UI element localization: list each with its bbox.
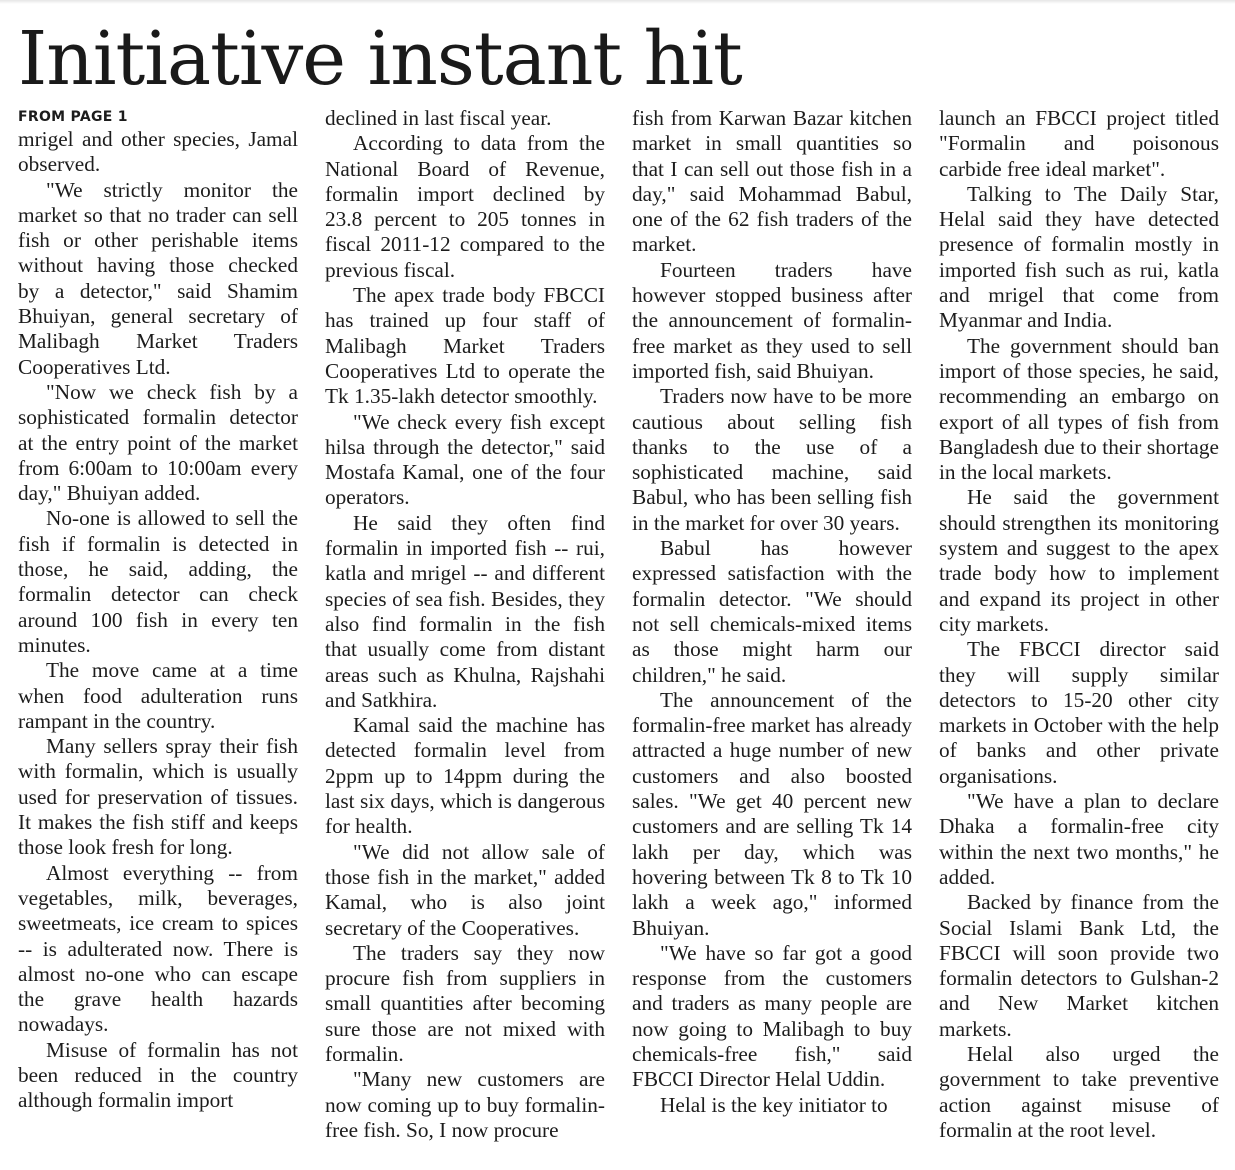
paragraph: The FBCCI director said they will supply similar detectors to 15-20 other city markets in October with the help of banks and other private organisations. (939, 637, 1219, 788)
paragraph: "We check every fish except hilsa through the detector," said Mostafa Kamal, one of the four operators. (325, 409, 605, 510)
paragraph: "We have a plan to declare Dhaka a formalin-free city within the next two months," he added. (939, 789, 1219, 889)
paragraph: "We did not allow sale of those fish in the market," added Kamal, who is also joint secretary of the Cooperatives. (325, 839, 605, 940)
column-2 (325, 106, 605, 1170)
continuation-slug: FROM PAGE 1 (18, 109, 128, 125)
paragraph: "We strictly monitor the market so that no trader can sell fish or other perishable items without having those checked by a detector," said Shamim Bhuiyan, general secretary of Malibagh Market Traders Cooperatives Ltd. (18, 177, 298, 379)
paragraph: launch an FBCCI project titled "Formalin and poisonous carbide free ideal market". (939, 106, 1219, 181)
paragraph: declined in last fiscal year. (325, 106, 552, 130)
paragraph: mrigel and other species, Jamal observed. (18, 127, 298, 177)
headline: Initiative instant hit (18, 16, 742, 102)
column-4 (939, 106, 1219, 1170)
paragraph: Fourteen traders have however stopped business after the announcement of formalin-free market as they used to sell imported fish, said Bhuiyan. (632, 257, 912, 383)
paragraph: No-one is allowed to sell the fish if formalin is detected in those, he said, adding, the formalin detector can check around 100 fish in every ten minutes. (18, 506, 298, 657)
paragraph: The government should ban import of those species, he said, recommending an embargo on export of all types of fish from Bangladesh due to their shortage in the local markets. (939, 333, 1219, 485)
paragraph: The move came at a time when food adulteration runs rampant in the country. (18, 658, 298, 733)
paragraph: According to data from the National Board of Revenue, formalin import declined by 23.8 percent to 205 tonnes in fiscal 2011-12 compared to the previous fiscal. (325, 131, 605, 282)
paragraph: Helal also urged the government to take preventive action against misuse of formalin at the root level. (939, 1041, 1219, 1142)
paragraph: Talking to The Daily Star, Helal said they have detected presence of formalin mostly in imported fish such as rui, katla and mrigel that come from Myanmar and India. (939, 181, 1219, 333)
paragraph: Traders now have to be more cautious about selling fish thanks to the use of a sophisticated machine, said Babul, who has been selling fish in the market for over 30 years. (632, 384, 912, 535)
paragraph: He said they often find formalin in imported fish -- rui, katla and mrigel -- and different species of sea fish. Besides, they also find formalin in the fish that usually come from distant areas such as Khulna, Rajshahi and Satkhira. (325, 510, 605, 712)
paragraph: "Now we check fish by a sophisticated formalin detector at the entry point of the market from 6:00am to 10:00am every day," Bhuiyan added. (18, 379, 298, 506)
paragraph: fish from Karwan Bazar kitchen market in small quantities so that I can sell out those fish in a day," said Mohammad Babul, one of the 62 fish traders of the market. (632, 106, 912, 257)
column-1 (18, 106, 298, 1170)
paragraph: Almost everything -- from vegetables, milk, beverages, sweetmeats, ice cream to spices -- is adulterated now. There is almost no-one who can escape the grave health hazards nowadays. (18, 860, 298, 1037)
paragraph: The announcement of the formalin-free market has already attracted a huge number of new customers and also boosted sales. "We get 40 percent new customers and are selling Tk 14 lakh per day, which was hovering between Tk 8 to Tk 10 lakh a week ago," informed Bhuiyan. (632, 687, 912, 940)
paragraph: Many sellers spray their fish with formalin, which is usually used for preservation of tissues. It makes the fish stiff and keeps those look fresh for long. (18, 734, 298, 860)
paragraph: Misuse of formalin has not been reduced in the country although formalin import (18, 1037, 298, 1113)
paragraph: Helal is the key initiator to (660, 1092, 888, 1117)
paragraph: The traders say they now procure fish from suppliers in small quantities after becoming sure those are not mixed with formalin. (325, 940, 605, 1066)
top-rule (0, 0, 1235, 4)
paragraph: He said the government should strengthen its monitoring system and suggest to the apex trade body how to implement and expand its project in other city markets. (939, 485, 1219, 636)
paragraph: "Many new customers are now coming up to buy formalin-free fish. So, I now procure (325, 1067, 605, 1142)
paragraph: Kamal said the machine has detected formalin level from 2ppm up to 14ppm during the last six days, which is dangerous for health. (325, 713, 605, 839)
paragraph: Babul has however expressed satisfaction with the formalin detector. "We should not sell chemicals-mixed items as those might harm our children," he said. (632, 536, 912, 687)
paragraph: Backed by finance from the Social Islami Bank Ltd, the FBCCI will soon provide two formalin detectors to Gulshan-2 and New Market kitchen markets. (939, 890, 1219, 1041)
paragraph: The apex trade body FBCCI has trained up four staff of Malibagh Market Traders Cooperatives Ltd to operate the Tk 1.35-lakh detector smoothly. (325, 283, 605, 409)
column-3 (632, 106, 912, 1170)
paragraph: "We have so far got a good response from the customers and traders as many people are now going to Malibagh to buy chemicals-free fish," said FBCCI Director Helal Uddin. (632, 940, 912, 1092)
